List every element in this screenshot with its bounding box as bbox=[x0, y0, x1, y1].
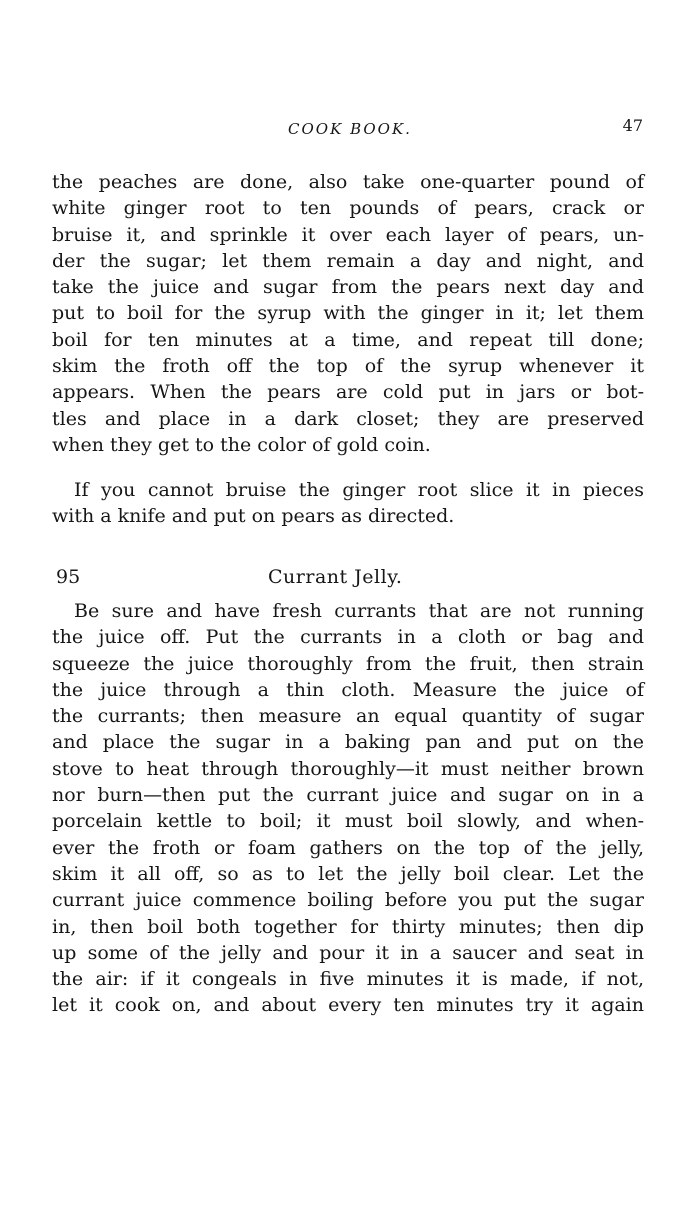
running-title: COOK BOOK. bbox=[288, 120, 412, 138]
text-line: with a knife and put on pears as directed. bbox=[52, 505, 455, 528]
text-line: and place the sugar in a baking pan and put on the bbox=[52, 731, 644, 754]
text-line: currant juice commence boiling before you put the sugar bbox=[52, 889, 644, 912]
text-line: white ginger root to ten pounds of pears, crack or bbox=[52, 197, 644, 220]
text-line: in, then boil both together for thirty minutes; then dip bbox=[52, 915, 644, 938]
text-line: bruise it, and sprinkle it over each layer of pears, un- bbox=[52, 223, 644, 246]
running-header bbox=[0, 116, 700, 144]
text-line: porcelain kettle to boil; it must boil slowly, and when- bbox=[52, 810, 644, 833]
text-line: the air: if it congeals in five minutes it is made, if not, bbox=[52, 968, 644, 991]
text-line: the juice through a thin cloth. Measure the juice of bbox=[52, 678, 644, 701]
text-line: when they get to the color of gold coin. bbox=[52, 433, 431, 456]
text-line: put to boil for the syrup with the ginger in it; let them bbox=[52, 302, 644, 325]
text-line: let it cook on, and about every ten minutes try it again bbox=[52, 994, 644, 1017]
text-line: the currants; then measure an equal quantity of sugar bbox=[52, 705, 644, 728]
recipe-heading bbox=[52, 563, 644, 591]
page-number: 47 bbox=[622, 116, 643, 135]
text-line: take the juice and sugar from the pears next day and bbox=[52, 276, 644, 299]
text-line: up some of the jelly and pour it in a saucer and seat in bbox=[52, 941, 644, 964]
text-line: skim it all off, so as to let the jelly boil clear. Let the bbox=[52, 862, 644, 885]
text-line: the juice off. Put the currants in a cloth or bag and bbox=[52, 626, 644, 649]
text-line: stove to heat through thoroughly—it must neither brown bbox=[52, 757, 644, 780]
text-line: boil for ten minutes at a time, and repeat till done; bbox=[52, 328, 644, 351]
text-line: skim the froth off the top of the syrup whenever it bbox=[52, 355, 644, 378]
recipe-number: 95 bbox=[56, 566, 81, 588]
text-line: tles and place in a dark closet; they are preserved bbox=[52, 407, 644, 430]
text-line: ever the froth or foam gathers on the top of the jelly, bbox=[52, 836, 644, 859]
text-line: appears. When the pears are cold put in jars or bot- bbox=[52, 381, 644, 404]
text-line: squeeze the juice thoroughly from the fruit, then strain bbox=[52, 652, 644, 675]
ginger-note-paragraph bbox=[52, 477, 644, 530]
recipe-title: Currant Jelly. bbox=[268, 566, 403, 588]
text-line: nor burn—then put the currant juice and sugar on in a bbox=[52, 784, 644, 807]
text-line: der the sugar; let them remain a day and night, and bbox=[52, 249, 644, 272]
recipe-body bbox=[52, 598, 644, 1019]
text-line: the peaches are done, also take one-quarter pound of bbox=[52, 171, 644, 193]
continued-paragraph bbox=[52, 169, 644, 458]
text-line: Be sure and have fresh currants that are not running bbox=[74, 600, 644, 622]
text-line: If you cannot bruise the ginger root slice it in pieces bbox=[74, 479, 644, 501]
